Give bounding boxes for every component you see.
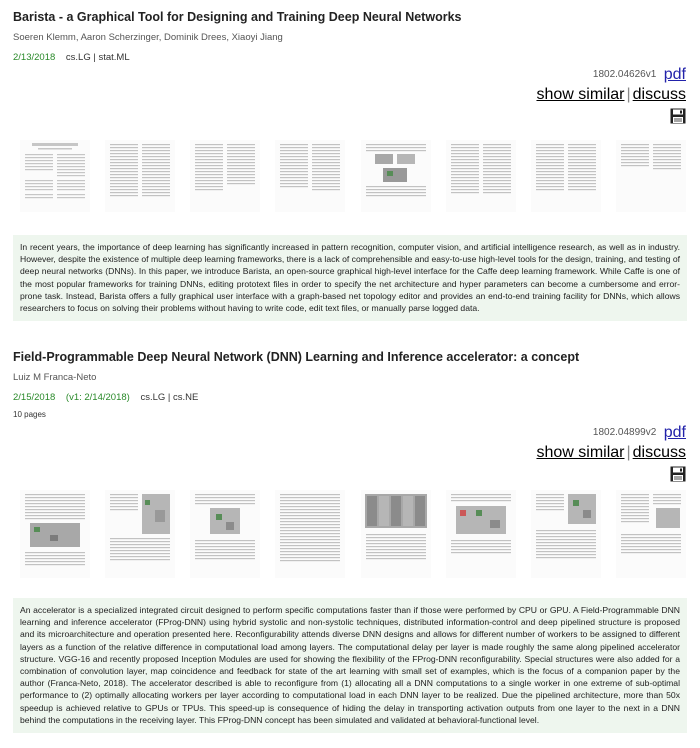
page-thumbnail[interactable] [275, 140, 345, 212]
page-thumbnail[interactable] [105, 140, 175, 212]
page-thumbnail[interactable] [531, 140, 601, 212]
page-thumbnail[interactable] [531, 490, 601, 578]
floppy-disk-icon [670, 108, 686, 124]
page-thumbnail[interactable] [190, 490, 260, 578]
show-similar-link[interactable]: show similar [536, 444, 625, 461]
paper-authors[interactable]: Soeren Klemm, Aaron Scherzinger, Dominik Drees, Xiaoyi Jiang [13, 32, 283, 43]
paper-entry [0, 0, 700, 330]
link-separator: | [626, 444, 631, 461]
floppy-disk-icon [670, 466, 686, 482]
discuss-link[interactable]: discuss [632, 86, 686, 103]
page-thumbnail[interactable] [616, 140, 686, 212]
paper-actions [536, 424, 686, 487]
page-thumbnail[interactable] [20, 140, 90, 212]
paper-actions [536, 66, 686, 129]
link-separator: | [626, 86, 631, 103]
save-button[interactable] [670, 108, 686, 129]
discuss-link[interactable]: discuss [632, 444, 686, 461]
paper-categories[interactable]: cs.LG | stat.ML [65, 52, 130, 63]
paper-title[interactable]: Barista - a Graphical Tool for Designing and Training Deep Neural Networks [13, 10, 462, 24]
paper-authors[interactable]: Luiz M Franca-Neto [13, 372, 97, 383]
save-button[interactable] [670, 466, 686, 487]
arxiv-id: 1802.04626v1 [592, 69, 657, 80]
page-thumbnails [20, 140, 686, 220]
page-thumbnail[interactable] [275, 490, 345, 578]
paper-page-count: 10 pages [13, 410, 46, 419]
paper-v1-date: (v1: 2/14/2018) [65, 392, 130, 403]
paper-title[interactable]: Field-Programmable Deep Neural Network (DNN) Learning and Inference accelerator: a concept [13, 350, 580, 364]
arxiv-id: 1802.04899v2 [592, 427, 657, 438]
paper-date: 2/13/2018 [13, 52, 56, 63]
paper-date: 2/15/2018 [13, 392, 56, 403]
paper-entry [0, 340, 700, 748]
pdf-link[interactable]: pdf [663, 424, 686, 441]
pdf-link[interactable]: pdf [663, 66, 686, 83]
show-similar-link[interactable]: show similar [536, 86, 625, 103]
page-thumbnail[interactable] [361, 490, 431, 578]
paper-abstract: An accelerator is a specialized integrated circuit designed to perform specific computations faster than if those were performed by CPU or GPU. A Field-Programmable DNN learning and inference accelerator (FProg-DNN) using hybrid systolic and non-systolic techniques, distributed information-control and deep pipelined structure is proposed and its microarchitecture and operation presented here. Reconfigurability attends diverse DNN designs and allows for different number of workers to be assigned to different layers as a function of the relative difference in computational load among layers. The computational delay per layer is made roughly the same along pipelined accelerator structure. VGG-16 and recently proposed Inception Modules are used for showing the flexibility of the FProg-DNN reconfigurability. Special structures were also added for a combination of convolution layer, map coincidence and feedback for state of the art learning with small set of examples, which is the focus of a companion paper by the author (Franca-Neto, 2018). The accelerator described is able to reconfigure from (1) allocating all a DNN computations to a single worker in one extreme of sub-optimal performance to (2) optimally allocating workers per layer according to computational load in each DNN layer to be realized. Due the pipelined architecture, more than 50x speedup is achieved relative to GPUs or TPUs. This speed-up is consequence of hiding the delay in transporting activation outputs from one layer to the next in a DNN behind the computations in the receiving layer. This FProg-DNN concept has been simulated and validated at behavioral-functional level. [13, 598, 687, 733]
paper-abstract: In recent years, the importance of deep learning has significantly increased in pattern recognition, computer vision, and artificial intelligence research, as well as in industry. However, despite the existence of multiple deep learning frameworks, there is a lack of comprehensible and easy-to-use high-level tools for the design, training, and testing of deep neural networks (DNNs). In this paper, we introduce Barista, an open-source graphical high-level interface for the Caffe deep learning framework. While Caffe is one of the most popular frameworks for training DNNs, editing prototext files in order to specify the net architecture and hyper parameters can become a cumbersome and error-prone task. Instead, Barista offers a fully graphical user interface with a graph-based net topology editor and provides an end-to-end training facility for DNNs, which allows researchers to focus on solving their problems without having to write code, edit text files, or manually parse logged data. [13, 235, 687, 321]
page-thumbnail[interactable] [446, 490, 516, 578]
page-thumbnail[interactable] [361, 140, 431, 212]
page-thumbnail[interactable] [190, 140, 260, 212]
paper-categories[interactable]: cs.LG | cs.NE [140, 392, 199, 403]
page-thumbnails [20, 490, 686, 582]
paper-meta [13, 392, 198, 403]
page-thumbnail[interactable] [20, 490, 90, 578]
paper-meta [13, 52, 130, 63]
page-thumbnail[interactable] [105, 490, 175, 578]
page-thumbnail[interactable] [616, 490, 686, 578]
page-thumbnail[interactable] [446, 140, 516, 212]
